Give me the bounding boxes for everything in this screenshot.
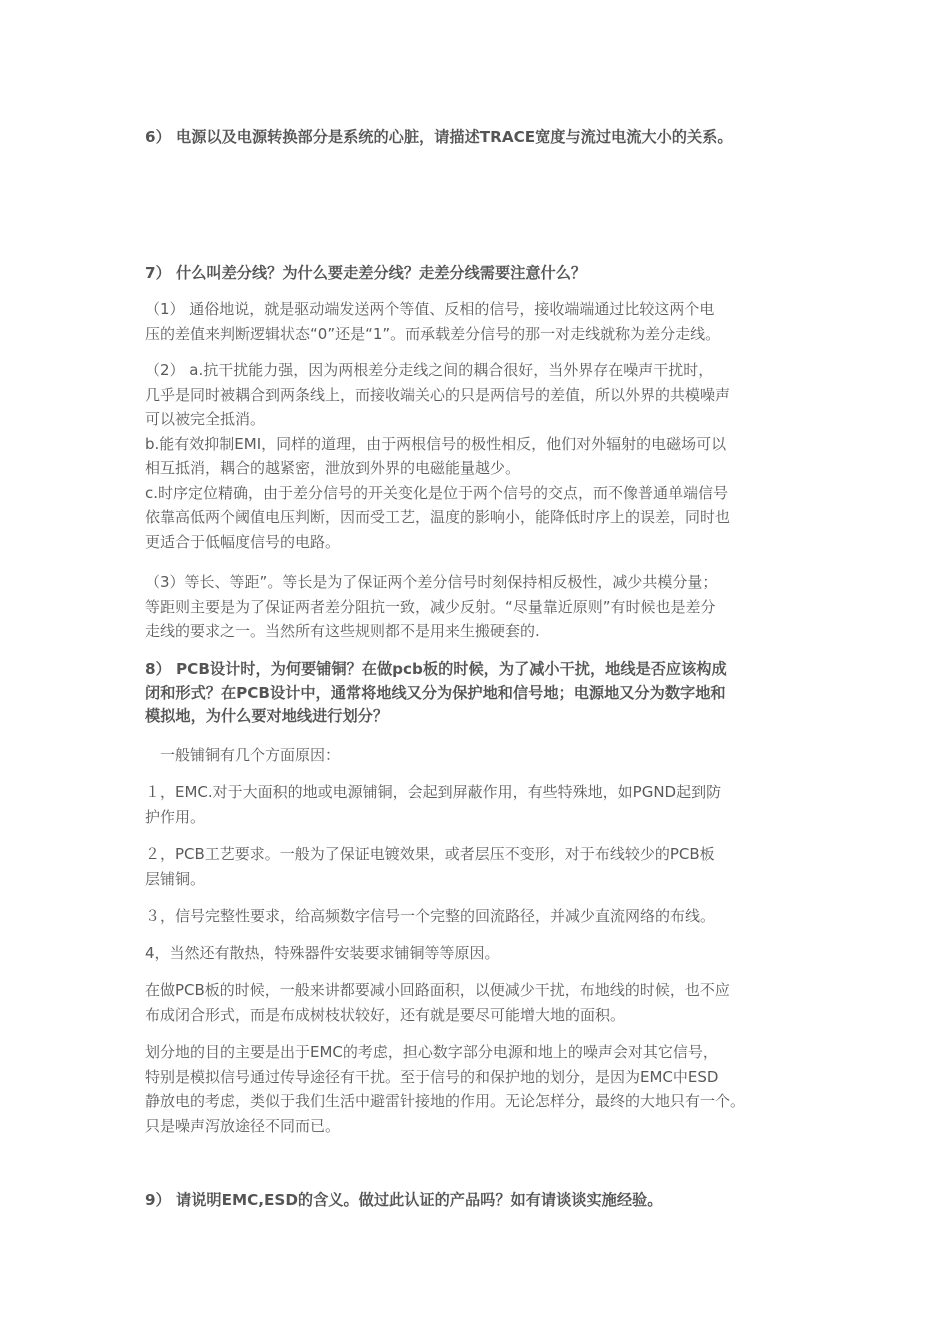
text-line: （1） 通俗地说，就是驱动端发送两个等值、反相的信号，接收端端通过比较这两个电 (145, 300, 715, 318)
answer-8-reason-3 (145, 904, 815, 929)
text-line: ３，信号完整性要求，给高频数字信号一个完整的回流路径，并减少直流网络的布线。 (145, 907, 716, 925)
answer-8-loop-area (145, 978, 815, 1027)
text-line: 相互抵消，耦合的越紧密，泄放到外界的电磁能量越少。 (145, 459, 521, 477)
question-7 (145, 262, 815, 285)
text-line: 依靠高低两个阈值电压判断，因而受工艺，温度的影响小，能降低时序上的误差，同时也 (145, 508, 731, 526)
text-line: 可以被完全抵消。 (145, 410, 266, 428)
text-line: 几乎是同时被耦合到两条线上，而接收端关心的只是两信号的差值，所以外界的共模噪声 (145, 385, 731, 404)
text-line: 更适合于低幅度信号的电路。 (145, 532, 341, 551)
text-line: 在做PCB板的时候，一般来讲都要减小回路面积，以便减少干扰，布地线的时候，也不应 (145, 981, 730, 999)
text-line: （2） a.抗干扰能力强，因为两根差分走线之间的耦合很好，当外界存在噪声干扰时， (145, 361, 714, 379)
answer-8-intro (145, 743, 815, 768)
text-line: ２，PCB工艺要求。一般为了保证电镀效果，或者层压不变形，对于布线较少的PCB板 (145, 845, 715, 863)
question-6-text: 6） 电源以及电源转换部分是系统的心脏，请描述TRACE宽度与流过电流大小的关系。 (145, 128, 733, 146)
text-line: 等距则主要是为了保证两者差分阻抗一致，减少反射。“尽量靠近原则”有时候也是差分 (145, 597, 716, 616)
question-9-text: 9） 请说明EMC,ESD的含义。做过此认证的产品吗？如有请谈谈实施经验。 (145, 1191, 663, 1209)
question-7-text: 7） 什么叫差分线？为什么要走差分线？走差分线需要注意什么？ (145, 264, 587, 282)
answer-8-reason-4 (145, 941, 815, 966)
answer-7-part-3 (145, 570, 815, 644)
text-line: 闭和形式？在PCB设计中，通常将地线又分为保护地和信号地；电源地又分为数字地和 (145, 683, 726, 702)
text-line: 走线的要求之一。当然所有这些规则都不是用来生搬硬套的. (145, 622, 540, 640)
question-9 (145, 1189, 815, 1212)
text-line: 特别是模拟信号通过传导途径有干扰。至于信号的和保护地的划分，是因为EMC中ESD (145, 1067, 719, 1086)
answer-7-part-2 (145, 358, 815, 554)
text-line: 模拟地，为什么要对地线进行划分？ (145, 707, 388, 725)
text-line: （3）等长、等距”。等长是为了保证两个差分信号时刻保持相反极性，减少共模分量； (145, 573, 718, 591)
text-line: c.时序定位精确，由于差分信号的开关变化是位于两个信号的交点，而不像普通单端信号 (145, 483, 729, 502)
answer-7-part-1 (145, 297, 815, 346)
text-line: 8） PCB设计时，为何要铺铜？在做pcb板的时候，为了减小干扰，地线是否应该构成 (145, 660, 727, 678)
text-line: 压的差值来判断逻辑状态“0”还是“1”。而承载差分信号的那一对走线就称为差分走线。 (145, 324, 721, 343)
text-line: 静放电的考虑，类似于我们生活中避雷针接地的作用。无论怎样分，最终的大地只有一个。 (145, 1092, 746, 1110)
question-8 (145, 658, 815, 729)
answer-8-ground-division (145, 1040, 815, 1138)
answer-8-reason-2 (145, 842, 815, 891)
text-line: 4，当然还有散热，特殊器件安装要求铺铜等等原因。 (145, 944, 500, 962)
text-line: １，EMC.对于大面积的地或电源铺铜，会起到屏蔽作用，有些特殊地，如PGND起到防 (145, 783, 722, 801)
text-line: 护作用。 (145, 807, 206, 826)
text-line: b.能有效抑制EMI，同样的道理，由于两根信号的极性相反，他们对外辐射的电磁场可以 (145, 434, 727, 453)
text-line: 一般铺铜有几个方面原因： (160, 746, 341, 764)
text-line: 层铺铜。 (145, 869, 206, 888)
answer-8-reason-1 (145, 780, 815, 829)
text-line: 只是噪声泻放途径不同而已。 (145, 1116, 341, 1135)
question-6 (145, 126, 815, 149)
text-line: 划分地的目的主要是出于EMC的考虑，担心数字部分电源和地上的噪声会对其它信号， (145, 1043, 718, 1061)
text-line: 布成闭合形式，而是布成树枝状较好，还有就是要尽可能增大地的面积。 (145, 1005, 626, 1024)
